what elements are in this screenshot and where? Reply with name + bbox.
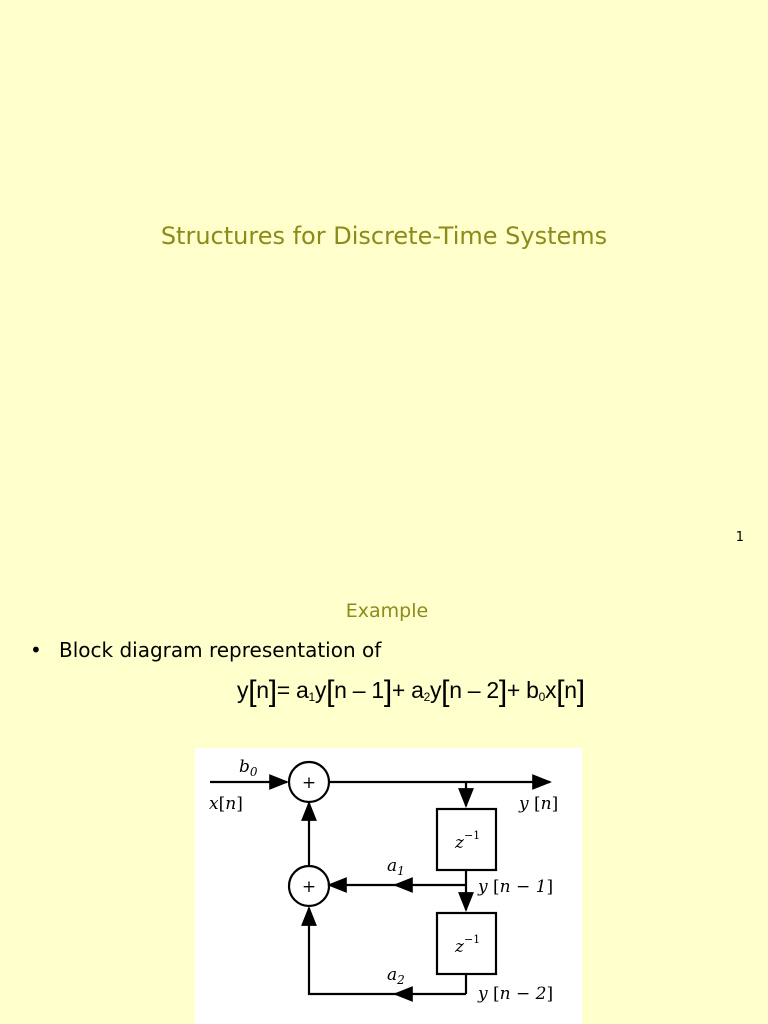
- eq-y2: y: [429, 677, 442, 703]
- adder-bottom-symbol: +: [301, 877, 317, 897]
- y-n-minus-2-label: y [n − 2]: [478, 984, 554, 1004]
- page-number: 1: [735, 530, 744, 545]
- y-n-minus-1-label: y [n − 1]: [478, 877, 554, 897]
- bullet-text: Block diagram representation of: [59, 638, 382, 662]
- block-diagram-svg: [195, 748, 582, 1024]
- eq-a2: a: [411, 677, 424, 703]
- bullet-dot-icon: •: [30, 638, 42, 662]
- eq-plus2: +: [506, 677, 527, 703]
- example-slide: [0, 512, 768, 1024]
- eq-a1: a: [296, 677, 309, 703]
- delay-2-label: $z^{-1}$: [455, 933, 481, 957]
- adder-top-symbol: +: [301, 773, 317, 793]
- block-diagram: [195, 748, 582, 1024]
- eq-a1-sub: 1: [308, 690, 315, 704]
- eq-xarg: n: [564, 677, 577, 703]
- section-title: Example: [345, 600, 429, 622]
- eq-arg2: n – 2: [449, 677, 499, 703]
- y-n-label: y [n]: [519, 794, 559, 814]
- b0-label: $b_0$: [239, 757, 258, 779]
- eq-plus1: +: [391, 677, 412, 703]
- bullet-item: [30, 638, 381, 662]
- a2-label: $a_2$: [387, 965, 405, 987]
- difference-equation: $y[n]= a_1y[n - 1]+ a_2y[n - 2]+ b_0x[n]$: [237, 675, 585, 708]
- eq-a2-sub: 2: [423, 690, 430, 704]
- eq-b0: b: [526, 677, 539, 703]
- eq-x: x: [545, 677, 557, 703]
- slide-title: Structures for Discrete-Time Systems: [160, 222, 608, 250]
- eq-equals: =: [276, 677, 297, 703]
- eq-y1: y: [314, 677, 327, 703]
- delay-1-label: $z^{-1}$: [455, 829, 481, 853]
- a1-label: $a_1$: [387, 856, 405, 878]
- x-n-label: x[n]: [209, 794, 243, 814]
- eq-lhs-var: y: [237, 677, 249, 703]
- eq-b0-sub: 0: [538, 690, 546, 704]
- eq-lhs-arg: n: [256, 677, 269, 703]
- eq-arg1: n – 1: [334, 677, 384, 703]
